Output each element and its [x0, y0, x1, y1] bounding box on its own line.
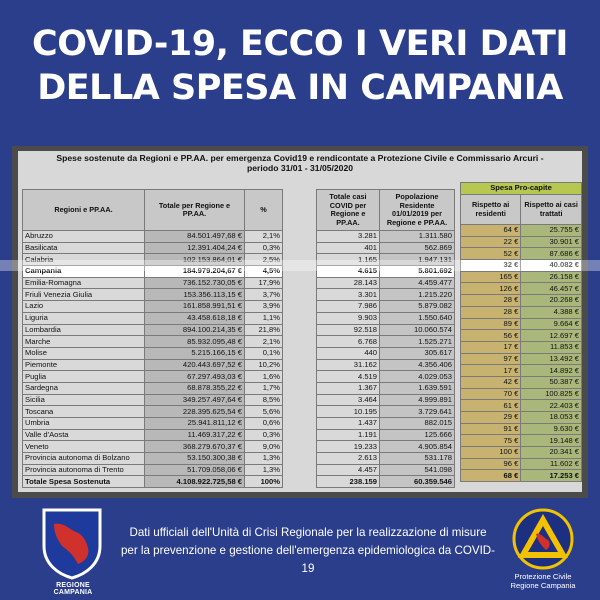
- cell-percent: 2,1%: [245, 231, 283, 243]
- cell-region: Sardegna: [23, 382, 145, 394]
- cell-cases: 31.162: [317, 359, 380, 371]
- cell-cases: 1.367: [317, 382, 380, 394]
- cell-per-case: 19.148 €: [521, 435, 582, 447]
- spreadsheet: [18, 151, 582, 492]
- regione-campania-logo-label: REGIONE CAMPANIA: [53, 582, 93, 596]
- cell-total: 894.100.214,35 €: [145, 324, 245, 336]
- cell-per-resident: 165 €: [461, 271, 521, 283]
- cell-cases: 4.457: [317, 464, 380, 476]
- table-row: [23, 382, 283, 394]
- table-row: [461, 400, 582, 412]
- table-row: [461, 353, 582, 365]
- cell-region: Provincia autonoma di Bolzano: [23, 453, 145, 465]
- cell-population: 10.060.574: [380, 324, 455, 336]
- cell-region: Toscana: [23, 406, 145, 418]
- cell-population: 562.869: [380, 242, 455, 254]
- cell-cases: 3.281: [317, 231, 380, 243]
- table-row: [461, 330, 582, 342]
- cell-population: 882.015: [380, 418, 455, 430]
- cell-cases: 4.519: [317, 371, 380, 383]
- table-row: [23, 406, 283, 418]
- cell-per-case: 46.457 €: [521, 283, 582, 295]
- table-row: [23, 418, 283, 430]
- table-row: [317, 242, 455, 254]
- cell-cases: 401: [317, 242, 380, 254]
- table-row: [317, 418, 455, 430]
- header-total: Totale per Regione e PP.AA.: [145, 190, 245, 231]
- table-row: [461, 260, 582, 272]
- cell-per-resident: 75 €: [461, 435, 521, 447]
- table-row: [317, 289, 455, 301]
- cell-percent: 2,1%: [245, 336, 283, 348]
- cell-per-resident: 28 €: [461, 306, 521, 318]
- cell-percent: 21,8%: [245, 324, 283, 336]
- table-row: [317, 336, 455, 348]
- cell-population: 1.525.271: [380, 336, 455, 348]
- header-per-resident: Rispetto ai residenti: [461, 195, 521, 225]
- table-row: [317, 312, 455, 324]
- table-row: [461, 295, 582, 307]
- table-row: [461, 423, 582, 435]
- spreadsheet-panel: [12, 146, 588, 498]
- cell-per-case: 87.686 €: [521, 248, 582, 260]
- cell-per-case: 40.082 €: [521, 260, 582, 272]
- cell-region: Abruzzo: [23, 231, 145, 243]
- cell-percent: 17,9%: [245, 277, 283, 289]
- table-row: [461, 376, 582, 388]
- cell-region: Emilia-Romagna: [23, 277, 145, 289]
- header-spesa-procapite: Spesa Pro-capite: [461, 183, 582, 195]
- cell-percent: 1,3%: [245, 453, 283, 465]
- cell-percent: 0,6%: [245, 418, 283, 430]
- cell-per-resident: 61 €: [461, 400, 521, 412]
- cell-percent: 3,7%: [245, 289, 283, 301]
- cell-total: 84.501.497,68 €: [145, 231, 245, 243]
- table-row: [461, 318, 582, 330]
- sheet-title-line-1: Spese sostenute da Regioni e PP.AA. per emergenza Covid19 e rendicontate a Protezione Civile e Commissario Arcuri -: [56, 153, 544, 163]
- cell-per-case: 50.387 €: [521, 376, 582, 388]
- table-row: [461, 435, 582, 447]
- cell-total: 12.391.404,24 €: [145, 242, 245, 254]
- table-row: [461, 458, 582, 470]
- cell-region: Lombardia: [23, 324, 145, 336]
- table-row: [461, 470, 582, 482]
- cell-per-resident: 28 €: [461, 295, 521, 307]
- table-row: [461, 447, 582, 459]
- cell-per-case: 20.268 €: [521, 295, 582, 307]
- cell-population: 5.801.692: [380, 266, 455, 278]
- table-row: [317, 394, 455, 406]
- table-row: [317, 429, 455, 441]
- cell-per-resident: 17 €: [461, 341, 521, 353]
- cell-per-case: 14.892 €: [521, 365, 582, 377]
- table-row: [317, 453, 455, 465]
- table-row: [317, 266, 455, 278]
- cell-percent: 1,1%: [245, 312, 283, 324]
- protezione-civile-logo: [512, 508, 574, 570]
- footer: [0, 500, 600, 600]
- cell-total: 161.858.991,51 €: [145, 301, 245, 313]
- table-row: [317, 254, 455, 266]
- cell-per-case: 9.664 €: [521, 318, 582, 330]
- table-row: [23, 301, 283, 313]
- cell-per-resident: 42 €: [461, 376, 521, 388]
- cell-cases: 28.143: [317, 277, 380, 289]
- cell-total: 51.709.058,06 €: [145, 464, 245, 476]
- cell-cases: 9.903: [317, 312, 380, 324]
- table-row: [23, 336, 283, 348]
- cell-cases: 92.518: [317, 324, 380, 336]
- cell-total: 5.215.166,15 €: [145, 347, 245, 359]
- cell-population: 4.999.891: [380, 394, 455, 406]
- cell-population: 4.459.477: [380, 277, 455, 289]
- cell-region: Valle d'Aosta: [23, 429, 145, 441]
- cell-percent: 0,3%: [245, 242, 283, 254]
- protezione-civile-logo-label: [502, 572, 584, 590]
- table-row: [23, 453, 283, 465]
- cell-total: 228.395.625,54 €: [145, 406, 245, 418]
- cell-population: 1.550.640: [380, 312, 455, 324]
- cell-total: 11.469.317,22 €: [145, 429, 245, 441]
- cell-cases: 238.159: [317, 476, 380, 488]
- cell-percent: 2,5%: [245, 254, 283, 266]
- sheet-title-line-2: periodo 31/01 - 31/05/2020: [246, 163, 354, 173]
- cell-per-resident: 97 €: [461, 353, 521, 365]
- cell-per-case: 12.697 €: [521, 330, 582, 342]
- cell-population: 1.639.591: [380, 382, 455, 394]
- table-row: [23, 476, 283, 488]
- cell-population: 60.359.546: [380, 476, 455, 488]
- table-row: [23, 324, 283, 336]
- cell-percent: 5,6%: [245, 406, 283, 418]
- table-row: [317, 347, 455, 359]
- table-row: [23, 347, 283, 359]
- table-row: [317, 441, 455, 453]
- cell-population: 125.666: [380, 429, 455, 441]
- cell-total: 43.458.618,18 €: [145, 312, 245, 324]
- cell-cases: 19.233: [317, 441, 380, 453]
- footer-text-line-1: Dati ufficiali dell'Unità di Crisi Regionale per la realizzazione di misure: [129, 526, 487, 539]
- table-row: [23, 289, 283, 301]
- table-row: [317, 476, 455, 488]
- cell-region: Totale Spesa Sostenuta: [23, 476, 145, 488]
- headline-line-1: COVID-19, ECCO I VERI DATI: [32, 24, 568, 64]
- cell-cases: 4.615: [317, 266, 380, 278]
- cell-per-case: 11.602 €: [521, 458, 582, 470]
- cell-population: 541.098: [380, 464, 455, 476]
- headline: [0, 22, 600, 110]
- cell-percent: 0,3%: [245, 429, 283, 441]
- headline-line-2: DELLA SPESA IN CAMPANIA: [37, 68, 563, 108]
- table-row: [317, 301, 455, 313]
- table-row: [461, 271, 582, 283]
- cell-cases: 6.768: [317, 336, 380, 348]
- cell-total: 67.297.493,03 €: [145, 371, 245, 383]
- cell-per-resident: 126 €: [461, 283, 521, 295]
- table-row: [23, 231, 283, 243]
- cell-per-resident: 89 €: [461, 318, 521, 330]
- cell-per-case: 25.755 €: [521, 225, 582, 237]
- table-row: [461, 248, 582, 260]
- cell-region: Marche: [23, 336, 145, 348]
- table-row: [317, 464, 455, 476]
- cell-per-resident: 29 €: [461, 412, 521, 424]
- cell-total: 53.150.300,38 €: [145, 453, 245, 465]
- cell-region: Umbria: [23, 418, 145, 430]
- table-row: [23, 266, 283, 278]
- sheet-title: [22, 153, 578, 173]
- cell-cases: 3.464: [317, 394, 380, 406]
- header-region: Regioni e PP.AA.: [23, 190, 145, 231]
- table-row: [23, 242, 283, 254]
- table-row: [23, 277, 283, 289]
- cell-per-resident: 100 €: [461, 447, 521, 459]
- cell-percent: 100%: [245, 476, 283, 488]
- cell-per-resident: 96 €: [461, 458, 521, 470]
- table-row: [317, 406, 455, 418]
- cell-region: Veneto: [23, 441, 145, 453]
- cell-percent: 4,5%: [245, 266, 283, 278]
- cell-population: 4.356.406: [380, 359, 455, 371]
- table-row: [317, 382, 455, 394]
- table-row: [23, 371, 283, 383]
- cell-population: 1.215.220: [380, 289, 455, 301]
- cell-cases: 10.195: [317, 406, 380, 418]
- cell-per-case: 100.825 €: [521, 388, 582, 400]
- cell-region: Molise: [23, 347, 145, 359]
- regione-campania-logo: [40, 506, 104, 580]
- cell-percent: 1,3%: [245, 464, 283, 476]
- cell-per-case: 20.341 €: [521, 447, 582, 459]
- header-percent: %: [245, 190, 283, 231]
- table-row: [461, 341, 582, 353]
- cell-percent: 3,9%: [245, 301, 283, 313]
- cell-per-resident: 17 €: [461, 365, 521, 377]
- table-row: [317, 324, 455, 336]
- cell-region: Puglia: [23, 371, 145, 383]
- cell-cases: 1.165: [317, 254, 380, 266]
- cell-total: 349.257.497,64 €: [145, 394, 245, 406]
- table-row: [461, 306, 582, 318]
- cell-per-resident: 91 €: [461, 423, 521, 435]
- cell-total: 420.443.697,52 €: [145, 359, 245, 371]
- cell-per-case: 13.492 €: [521, 353, 582, 365]
- table-row: [461, 388, 582, 400]
- cell-per-case: 26.158 €: [521, 271, 582, 283]
- cell-per-resident: 32 €: [461, 260, 521, 272]
- table-row: [461, 412, 582, 424]
- cell-total: 736.152.730,05 €: [145, 277, 245, 289]
- table-row: [23, 429, 283, 441]
- cell-total: 25.941.811,12 €: [145, 418, 245, 430]
- table-row: [23, 312, 283, 324]
- cell-per-resident: 64 €: [461, 225, 521, 237]
- cell-per-resident: 68 €: [461, 470, 521, 482]
- header-population: Popolazione Residente 01/01/2019 per Regione e PP.AA.: [380, 190, 455, 231]
- cell-per-resident: 56 €: [461, 330, 521, 342]
- cell-population: 4.905.854: [380, 441, 455, 453]
- footer-text-line-2: per la prevenzione e gestione dell'emergenza epidemiologica da COVID-19: [120, 544, 496, 575]
- cell-population: 5.879.082: [380, 301, 455, 313]
- table-row: [317, 277, 455, 289]
- cell-total: 368.279.670,37 €: [145, 441, 245, 453]
- cell-percent: 9,0%: [245, 441, 283, 453]
- header-cases: Totale casi COVID per Regione e PP.AA.: [317, 190, 380, 231]
- cell-percent: 1,6%: [245, 371, 283, 383]
- cell-percent: 1,7%: [245, 382, 283, 394]
- cell-total: 68.878.355,22 €: [145, 382, 245, 394]
- cell-per-case: 22.403 €: [521, 400, 582, 412]
- cell-percent: 10,2%: [245, 359, 283, 371]
- cell-region: Piemonte: [23, 359, 145, 371]
- table-row: [23, 464, 283, 476]
- table-row: [461, 225, 582, 237]
- protezione-civile-label-line-2: Regione Campania: [510, 581, 576, 590]
- cell-region: Basilicata: [23, 242, 145, 254]
- cell-per-resident: 52 €: [461, 248, 521, 260]
- cell-cases: 440: [317, 347, 380, 359]
- footer-text: [118, 524, 498, 578]
- procapite-table: [460, 182, 582, 482]
- cell-per-case: 11.853 €: [521, 341, 582, 353]
- cell-total: 4.108.922.725,58 €: [145, 476, 245, 488]
- cell-region: Lazio: [23, 301, 145, 313]
- cell-cases: 7.986: [317, 301, 380, 313]
- table-row: [23, 441, 283, 453]
- table-row: [317, 359, 455, 371]
- table-row: [317, 231, 455, 243]
- cell-per-resident: 22 €: [461, 236, 521, 248]
- cell-region: Sicilia: [23, 394, 145, 406]
- cell-per-case: 18.053 €: [521, 412, 582, 424]
- cell-population: 305.617: [380, 347, 455, 359]
- cell-per-case: 4.388 €: [521, 306, 582, 318]
- cell-per-resident: 70 €: [461, 388, 521, 400]
- cell-cases: 3.301: [317, 289, 380, 301]
- cell-total: 102.153.864,01 €: [145, 254, 245, 266]
- cell-total: 184.979.204,67 €: [145, 266, 245, 278]
- cell-total: 153.356.113,15 €: [145, 289, 245, 301]
- cell-population: 1.311.580: [380, 231, 455, 243]
- cell-cases: 1.437: [317, 418, 380, 430]
- cell-region: Calabria: [23, 254, 145, 266]
- cell-cases: 2.613: [317, 453, 380, 465]
- table-row: [317, 371, 455, 383]
- cell-population: 531.178: [380, 453, 455, 465]
- table-row: [23, 394, 283, 406]
- cases-table: [316, 189, 455, 488]
- cell-region: Liguria: [23, 312, 145, 324]
- protezione-civile-label-line-1: Protezione Civile: [514, 572, 572, 581]
- cell-cases: 1.191: [317, 429, 380, 441]
- table-row: [23, 254, 283, 266]
- table-row: [461, 236, 582, 248]
- cell-region: Provincia autonoma di Trento: [23, 464, 145, 476]
- cell-region: Friuli Venezia Giulia: [23, 289, 145, 301]
- cell-percent: 8,5%: [245, 394, 283, 406]
- cell-region: Campania: [23, 266, 145, 278]
- cell-per-case: 9.630 €: [521, 423, 582, 435]
- cell-population: 3.729.641: [380, 406, 455, 418]
- cell-per-case: 30.901 €: [521, 236, 582, 248]
- spending-table: [22, 189, 283, 488]
- cell-percent: 0,1%: [245, 347, 283, 359]
- table-row: [461, 283, 582, 295]
- table-row: [461, 365, 582, 377]
- header-per-case: Rispetto ai casi trattati: [521, 195, 582, 225]
- cell-total: 85.932.095,48 €: [145, 336, 245, 348]
- cell-per-case: 17.253 €: [521, 470, 582, 482]
- cell-population: 4.029.053: [380, 371, 455, 383]
- table-row: [23, 359, 283, 371]
- cell-population: 1.947.131: [380, 254, 455, 266]
